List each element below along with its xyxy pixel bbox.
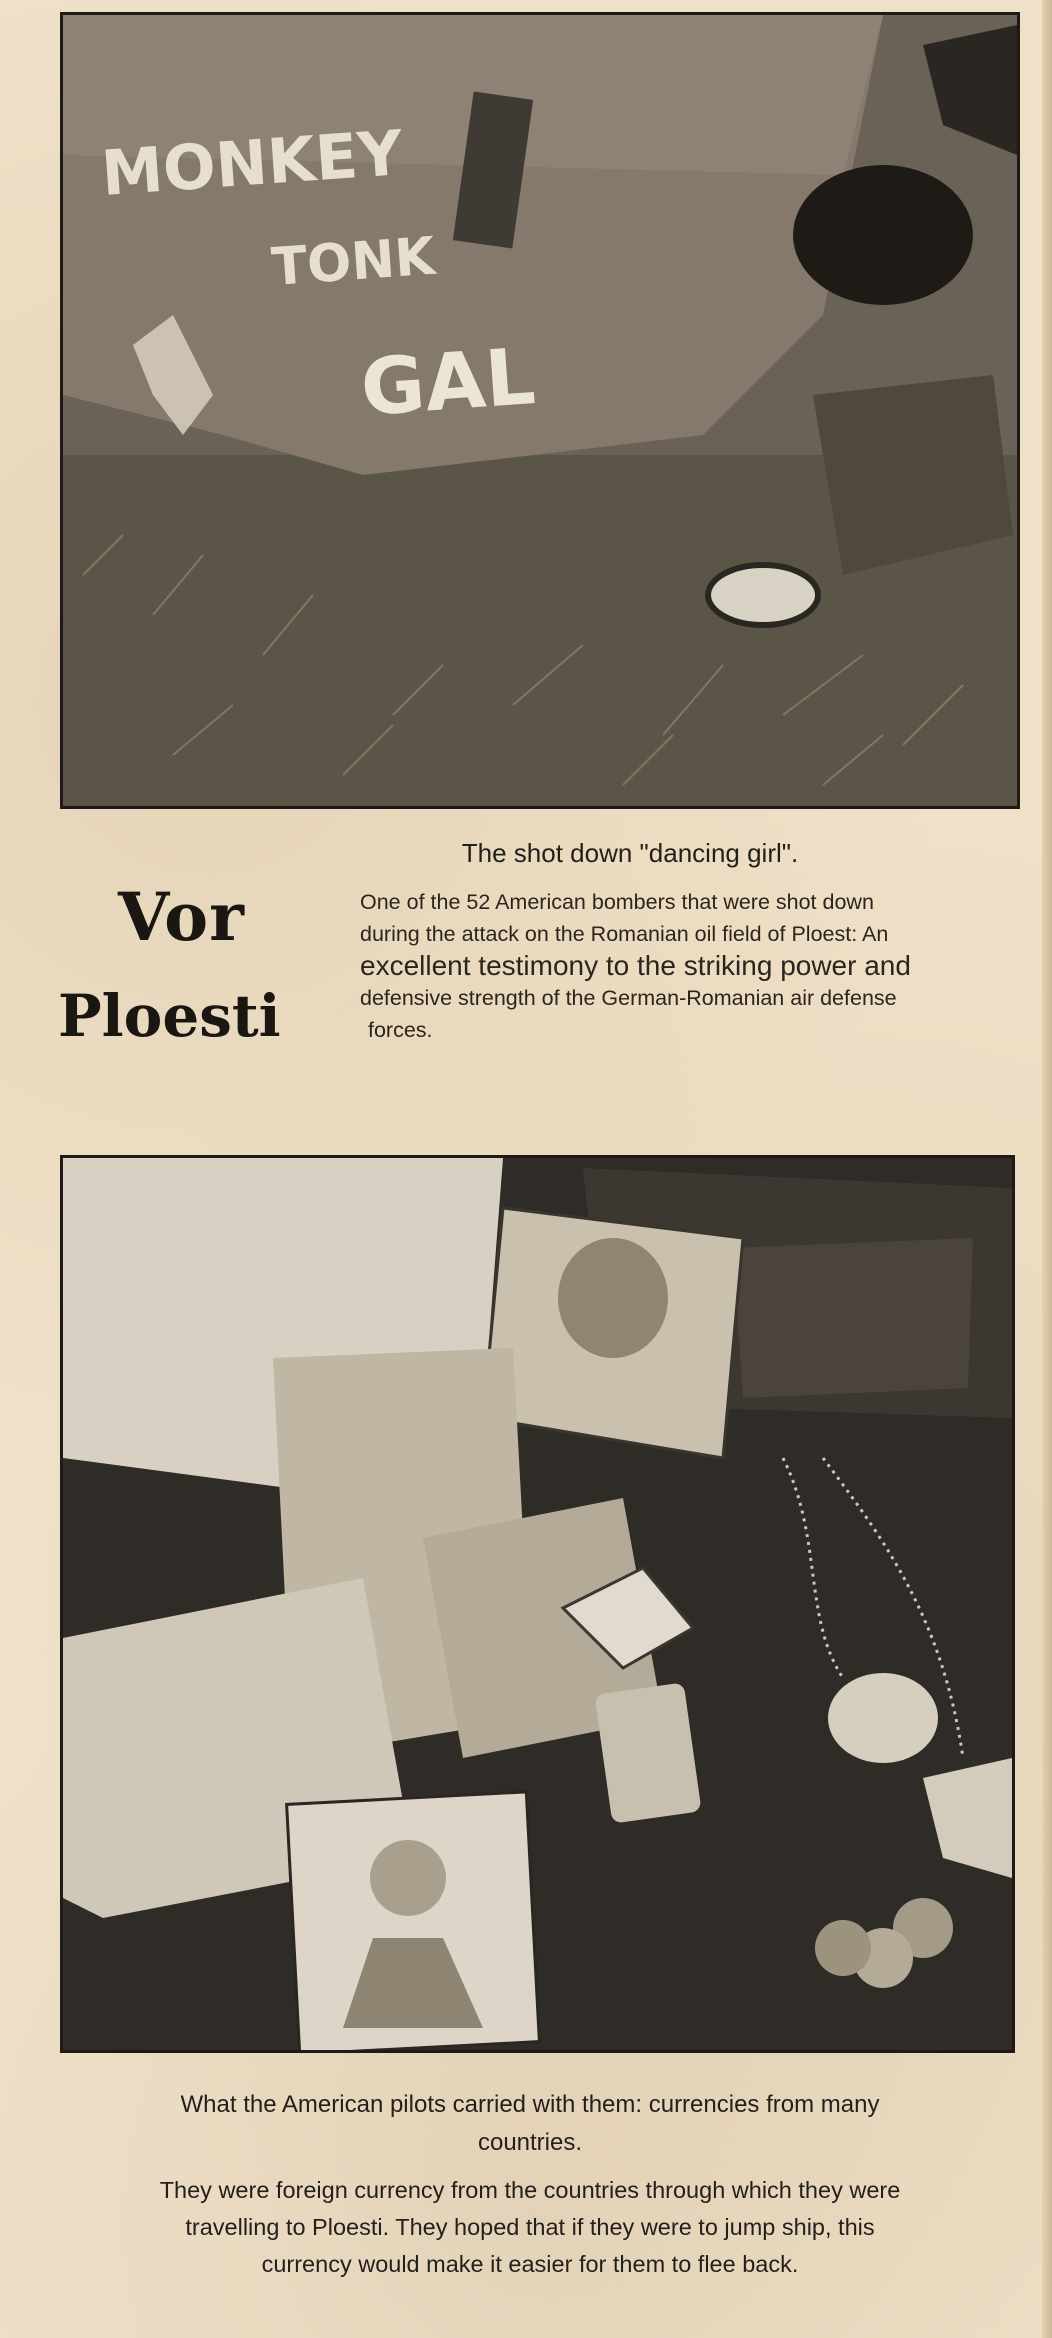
caption-bottom-body <box>80 2172 980 2283</box>
bomber-wreck-illustration <box>63 15 1017 806</box>
caption-top-body <box>360 886 1020 1046</box>
svg-text:TONK: TONK <box>269 226 438 298</box>
caption-top-line: during the attack on the Romanian oil field of Ploest: An <box>360 922 889 946</box>
belongings-illustration <box>63 1158 1012 2050</box>
headline-vor: Vor <box>118 878 245 956</box>
caption-bottom-title-line: countries. <box>477 2129 583 2156</box>
svg-text:GAL: GAL <box>358 332 538 434</box>
caption-bottom-title <box>80 2086 980 2162</box>
pilot-belongings-photo <box>60 1155 1015 2053</box>
caption-top-line: forces. <box>368 1018 433 1042</box>
bomber-wreck-photo <box>60 12 1020 809</box>
caption-bottom-body-line: They were foreign currency from the countries through which they were <box>159 2177 901 2203</box>
caption-bottom-body-line: currency would make it easier for them to flee back. <box>261 2251 799 2277</box>
caption-top-line: excellent testimony to the striking power and <box>360 950 911 981</box>
caption-top-title: The shot down "dancing girl". <box>461 838 799 868</box>
page-edge <box>1042 0 1052 2338</box>
caption-top-line: One of the 52 American bombers that were shot down <box>360 890 874 914</box>
caption-bottom-title-line: What the American pilots carried with them: currencies from many <box>180 2091 880 2118</box>
svg-text:MONKEY: MONKEY <box>98 116 405 210</box>
caption-bottom-body-line: travelling to Ploesti. They hoped that if they were to jump ship, this <box>185 2214 875 2240</box>
caption-top-line: defensive strength of the German-Romanian air defense <box>360 986 897 1010</box>
headline-ploesti: Ploesti <box>58 982 281 1050</box>
